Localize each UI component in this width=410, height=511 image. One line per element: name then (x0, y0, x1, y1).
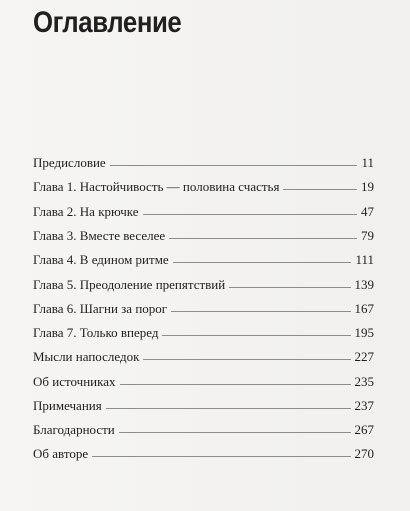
toc-entry-title: Глава 1. Настойчивость — половина счастья (33, 179, 280, 194)
toc-entry-title: Глава 7. Только вперед (33, 325, 159, 340)
toc-entry (33, 321, 374, 341)
toc-entry (33, 151, 374, 171)
toc-entry-page: 11 (361, 155, 374, 170)
toc-entry-page: 79 (361, 228, 374, 243)
toc-entry-title: Глава 3. Вместе веселее (33, 228, 166, 243)
toc-entry-title: Предисловие (33, 155, 106, 170)
toc-entry-page: 139 (354, 277, 374, 292)
toc-entry-page: 47 (361, 204, 374, 219)
toc-entry-page: 19 (361, 179, 374, 194)
toc-entry-page: 227 (354, 349, 374, 364)
toc-entry (33, 418, 374, 438)
toc-entry-title: Глава 5. Преодоление препятствий (33, 277, 226, 292)
toc-entry (33, 297, 374, 317)
dot-leader (119, 432, 351, 433)
dot-leader (143, 359, 350, 360)
toc-entry (33, 370, 374, 390)
toc-entry (33, 442, 374, 462)
toc-entry (33, 273, 374, 293)
page-title: Оглавление (33, 6, 182, 39)
dot-leader (143, 214, 357, 215)
dot-leader (229, 287, 350, 288)
toc-entry-page: 111 (355, 252, 374, 267)
dot-leader (171, 311, 350, 312)
toc-entry (33, 345, 374, 365)
toc-entry-page: 237 (354, 398, 374, 413)
toc-entry-title: Мысли напоследок (33, 349, 140, 364)
toc-entry-title: Примечания (33, 398, 102, 413)
toc-entry-title: Глава 6. Шагни за порог (33, 301, 168, 316)
dot-leader (92, 456, 350, 457)
toc-entry-page: 167 (354, 301, 374, 316)
toc-entry (33, 200, 374, 220)
toc-entry-page: 195 (354, 325, 374, 340)
dot-leader (283, 189, 357, 190)
toc-entry-page: 270 (354, 446, 374, 461)
toc-entry (33, 175, 374, 195)
dot-leader (110, 165, 358, 166)
toc-entry (33, 394, 374, 414)
toc-entry-title: Глава 2. На крючке (33, 204, 139, 219)
toc-entry-title: Глава 4. В едином ритме (33, 252, 169, 267)
toc-entry-page: 235 (354, 374, 374, 389)
toc-entry (33, 224, 374, 244)
toc-entry-title: Благодарности (33, 422, 115, 437)
toc-entry-title: Об авторе (33, 446, 89, 461)
dot-leader (162, 335, 350, 336)
dot-leader (173, 262, 352, 263)
toc-entry-title: Об источниках (33, 374, 116, 389)
dot-leader (169, 238, 357, 239)
toc-entry-page: 267 (354, 422, 374, 437)
dot-leader (106, 408, 351, 409)
toc-entry (33, 248, 374, 268)
dot-leader (120, 384, 351, 385)
